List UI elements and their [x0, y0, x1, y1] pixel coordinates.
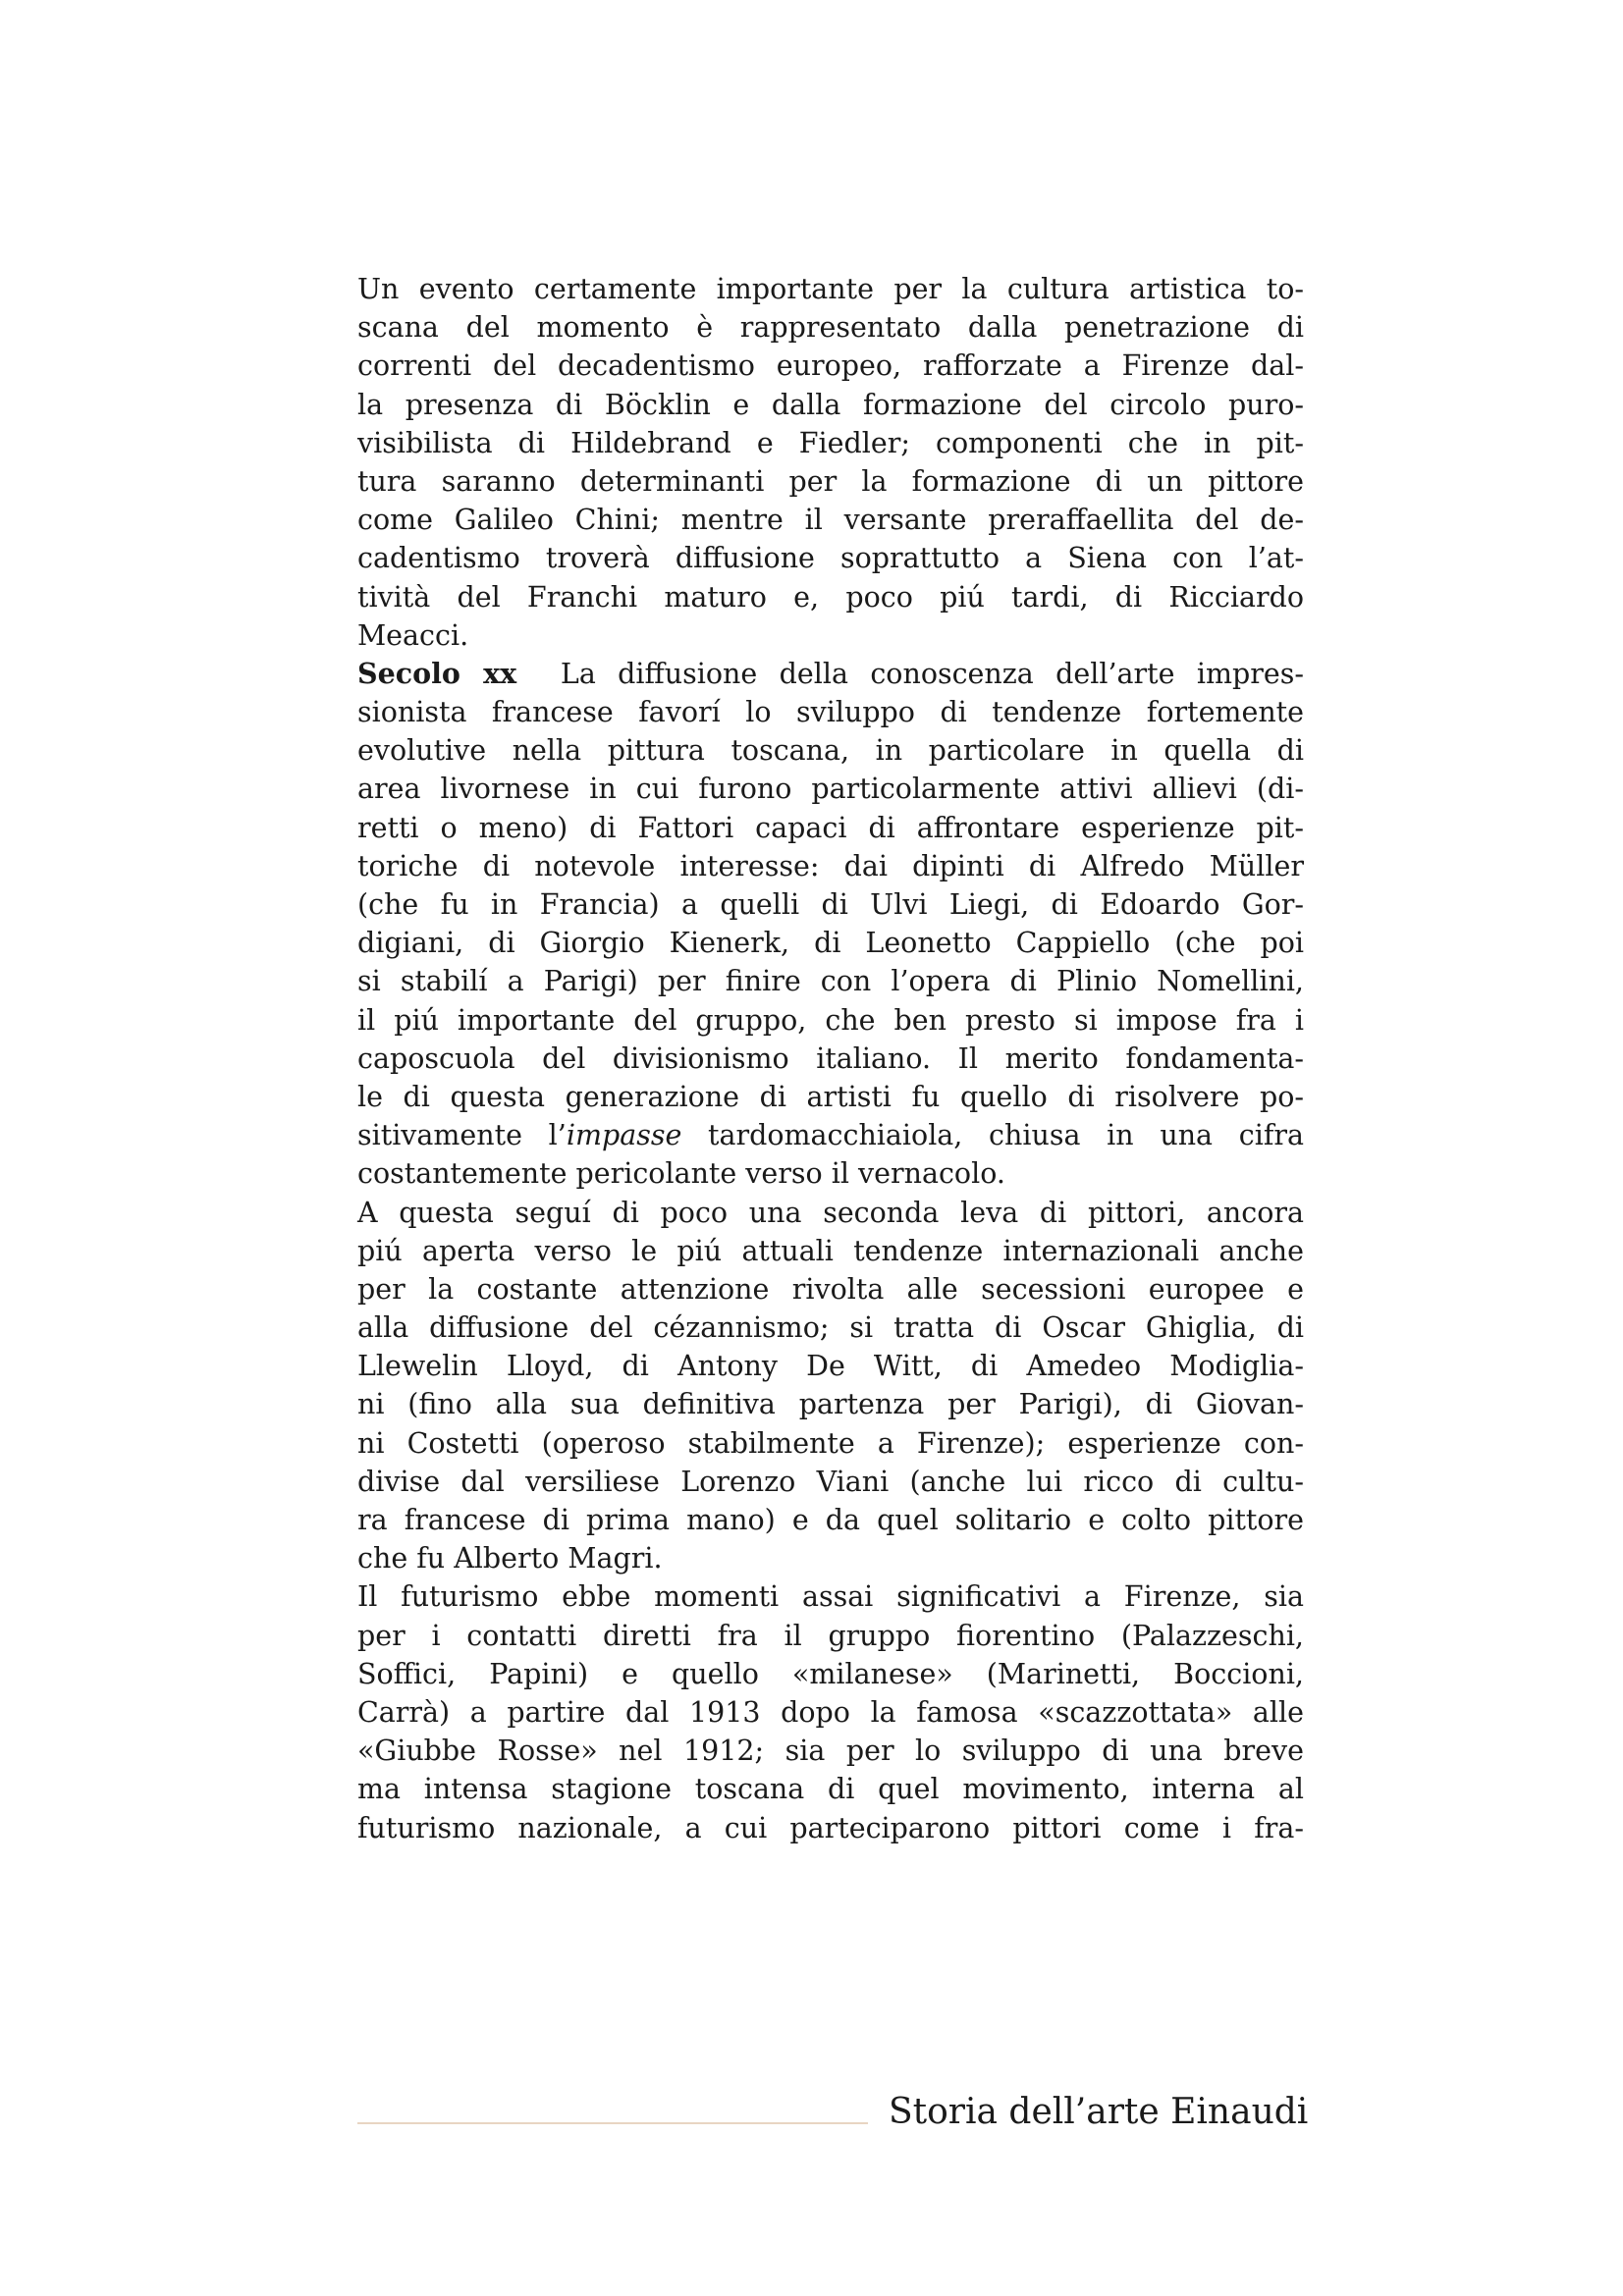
text-line: retti o meno) di Fattori capaci di affrontare esperienze pit- [357, 811, 1304, 844]
text-line: la presenza di Böcklin e dalla formazione del circolo puro- [357, 388, 1304, 421]
text-line: il piú importante del gruppo, che ben presto si impose fra i [357, 1003, 1304, 1037]
text-line: divise dal versiliese Lorenzo Viani (anche lui ricco di cultu- [357, 1465, 1304, 1498]
text-line: area livornese in cui furono particolarmente attivi allievi (di- [357, 773, 1304, 806]
text-line: Il futurismo ebbe momenti assai significativi a Firenze, sia [357, 1580, 1304, 1614]
text-line: futurismo nazionale, a cui parteciparono pittori come i fra- [357, 1811, 1304, 1844]
text-line: visibilista di Hildebrand e Fiedler; componenti che in pit- [357, 426, 1304, 459]
text-line: (che fu in Francia) a quelli di Ulvi Liegi, di Edoardo Gor- [357, 888, 1304, 921]
text-line: digiani, di Giorgio Kienerk, di Leonetto Cappiello (che poi [357, 927, 1304, 960]
paragraph-decadentismo [357, 270, 1304, 655]
text-line: Soffici, Papini) e quello «milanese» (Marinetti, Boccioni, [357, 1657, 1304, 1690]
text-line: evolutive nella pittura toscana, in particolare in quella di [357, 734, 1304, 768]
text-line: Carrà) a partire dal 1913 dopo la famosa «scazzottata» alle [357, 1695, 1304, 1729]
text-line: Meacci. [357, 618, 469, 652]
text-line: scana del momento è rappresentato dalla penetrazione di [357, 311, 1304, 345]
text-segment: sitivamente l’ [357, 1119, 567, 1152]
paragraph-secolo-xx [357, 655, 1304, 1194]
text-line: toriche di notevole interesse: dai dipinti di Alfredo Müller [357, 849, 1304, 882]
text-line: le di questa generazione di artisti fu quello di risolvere po- [357, 1080, 1304, 1113]
text-line: costantemente pericolante verso il vernacolo. [357, 1157, 1005, 1191]
text-segment: tardomacchiaiola, chiusa in una cifra [681, 1119, 1304, 1152]
text-line: ni Costetti (operoso stabilmente a Firenze); esperienze con- [357, 1426, 1304, 1460]
text-line: correnti del decadentismo europeo, rafforzate a Firenze dal- [357, 349, 1304, 383]
text-line [357, 1116, 1304, 1154]
text-line [357, 655, 1304, 693]
body-text [357, 270, 1304, 1847]
italic-term: impasse [566, 1119, 682, 1152]
text-line: si stabilí a Parigi) per finire con l’opera di Plinio Nomellini, [357, 965, 1304, 998]
text-line: ni (fino alla sua definitiva partenza per Parigi), di Giovan- [357, 1388, 1304, 1421]
text-line: cadentismo troverà diffusione soprattutto a Siena con l’at- [357, 542, 1304, 575]
text-line: tura saranno determinanti per la formazione di un pittore [357, 464, 1304, 498]
text-line: caposcuola del divisionismo italiano. Il merito fondamenta- [357, 1041, 1304, 1075]
text-line: sionista francese favorí lo sviluppo di tendenze fortemente [357, 696, 1304, 729]
footer-book-title: Storia dell’arte Einaudi [889, 2092, 1309, 2132]
text-line: per i contatti diretti fra il gruppo fiorentino (Palazzeschi, [357, 1619, 1304, 1652]
text-line: Llewelin Lloyd, di Antony De Witt, di Amedeo Modiglia- [357, 1350, 1304, 1383]
text-line: A questa seguí di poco una seconda leva di pittori, ancora [357, 1196, 1304, 1229]
text-line: «Giubbe Rosse» nel 1912; sia per lo sviluppo di una breve [357, 1735, 1304, 1768]
text-line: per la costante attenzione rivolta alle secessioni europee e [357, 1272, 1304, 1306]
text-line: Un evento certamente importante per la cultura artistica to- [357, 273, 1304, 305]
text-line: come Galileo Chini; mentre il versante preraffaellita del de- [357, 504, 1304, 537]
section-heading: Secolo xx [357, 656, 517, 690]
text-line: piú aperta verso le piú attuali tendenze internazionali anche [357, 1234, 1304, 1267]
text-line: alla diffusione del cézannismo; si tratta di Oscar Ghiglia, di [357, 1311, 1304, 1345]
text-line: tività del Franchi maturo e, poco piú tardi, di Ricciardo [357, 580, 1304, 614]
text-line: ma intensa stagione toscana di quel movimento, interna al [357, 1773, 1304, 1806]
heading-line-text: La diffusione della conoscenza dell’arte impres- [560, 657, 1304, 690]
footer-divider [357, 2122, 868, 2124]
text-line: ra francese di prima mano) e da quel solitario e colto pittore [357, 1504, 1304, 1536]
paragraph-futurismo [357, 1577, 1304, 1846]
paragraph-seconda-leva [357, 1194, 1304, 1578]
text-line: che fu Alberto Magri. [357, 1542, 663, 1575]
